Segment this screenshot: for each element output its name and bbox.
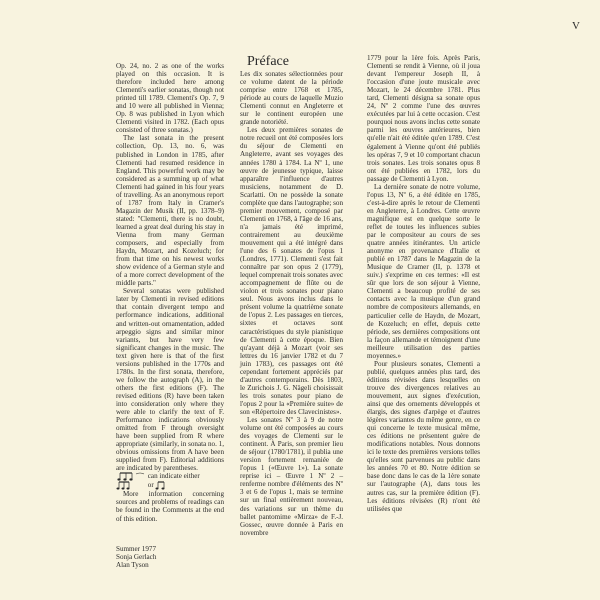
paragraph: More information concerning sources and problems of readings can be found in the Comments at the end of this edition.	[116, 490, 224, 523]
signature-name: Sonja Gerlach	[116, 552, 157, 561]
paragraph: Les sonates Nº 3 à 9 de notre volume ont été composées au cours des voyages de Clementi sur le continent. À Paris, son premier lieu de séjour (1780/1781), il publia une version fortement remaniée de l'opus 1 («Œuvre 1»). La sonate reprise ici – Œuvre 1 Nº 2 – renferme nombre d'éléments des Nº 3 et 6 de l'opus 1, mais se termine sur un final entièrement nouveau, des variations sur un thème du ballet pantomime «Mirza» de F.-J. Gossec, œuvre donnée à Paris en novembre	[240, 416, 343, 537]
preface-heading: Préface	[247, 54, 289, 69]
paragraph: Op. 24, no. 2 as one of the works played on this occasion. It is therefore included here among Clementi's earlier sonatas, though not printed till 1789. Clementi's Op. 7, 9 and 10 were all published in Vienna; Op. 8 was published in Lyon which Clementi visited in 1782. (Each opus consisted of three sonatas.)	[116, 62, 224, 135]
paragraph: Pour plusieurs sonates, Clementi a publié, quelques années plus tard, des éditions révisées dans lesquelles on trouve des divergences relatives au mouvement, aux signes d'exécution, ainsi que des ornements développés et élargis, des signes d'arpège et d'autres légères variantes du même genre, en ce qui concerne le texte musical même, ces éditions ne présentent guère de modifications notables. Nous donnons ici le texte des premières versions telles qu'elles sont parvenues au public dans les années 70 et 80. Notre édition se base donc dans le cas de la 1ère sonate sur l'autographe (A), dans tous les autres cas, sur la première édition (F). Les éditions révisées (R) n'ont été utilisées que	[367, 359, 480, 513]
music-note-text: can indicate either	[147, 472, 200, 481]
paragraph: The last sonata in the present collection, Op. 13, no. 6, was published in London in 1785, after Clementi had resumed residence in England. This powerful work may be considered as a summing up of what Clementi had gained in his four years of travelling. As an anonymous report of 1787 from Italy in Cramer's Magazin der Musik (II, pp. 1378–9) stated: "Clementi, there is no doubt, learned a great deal during his stay in Vienna from many German composers, and especially from Haydn, Mozart, and Kozeluch; for from that time on his newest works show evidence of a German style and of a more correct development of the middle parts."	[116, 134, 224, 288]
music-note-text: or	[147, 481, 154, 490]
french-column-1	[240, 54, 343, 537]
signature-name: Alan Tyson	[116, 560, 149, 569]
music-notation-icon	[116, 472, 146, 481]
music-notation-icon	[116, 481, 146, 490]
paragraph: Several sonatas were published later by Clementi in revised editions that contain divergent tempo and performance indications, additional and written-out ornamentation, added arpeggio signs and similar minor variants, but have very few significant changes in the music. The text given here is that of the first versions published in the 1770s and 1780s. In the first sonata, therefore, we follow the autograph (A), in the others the first editions (F). The revised editions (R) have been taken into consideration only where they were able to clarify the text of F. Performance indications obviously omitted from F through oversight have been supplied from R where appropriate (similarly, in sonata no. 1, obvious omissions from A have been supplied from F). Editorial additions are indicated by parentheses.	[116, 287, 224, 473]
french-column-2	[367, 54, 480, 513]
paragraph: Les deux premières sonates de notre recueil ont été composées lors du séjour de Clementi en Angleterre, avant ses voyages des années 1780 à 1784. La Nº 1, une œuvre de jeunesse typique, laisse apparaître l'influence d'autres musiciens, notamment de D. Scarlatti. On ne possède la sonate complète que dans l'autographe; son premier mouvement, composé par Clementi en 1768, à l'âge de 16 ans, n'a jamais été imprimé, contrairement au deuxième mouvement qui a été intégré dans l'une des 6 sonates de l'opus 1 (Londres, 1771). Clementi s'est fait connaître par son opus 2 (1779), lequel comprenait trois sonates avec accompagnement de flûte ou de violon et trois sonates pour piano seul. Nous avons inclus dans le présent volume la quatrième sonate de l'opus 2. Les passages en tierces, sixtes et octaves sont caractéristiques du style pianistique de Clementi à cette époque. Bien qu'ayant déjà à Mozart (voir ses lettres du 16 janvier 1782 et du 7 juin 1783), ces passages ont été cependant fortement appréciés par d'autres contemporains. Dès 1803, le Zurichois J. G. Nägeli choisissait les trois sonates pour piano de l'opus 2 pour la «Première suite» de son «Répertoire des Clavecinistes».	[240, 126, 343, 416]
english-column	[116, 62, 224, 569]
music-example-line	[116, 481, 224, 490]
music-example-line	[116, 472, 224, 481]
paragraph: 1779 pour la 1ère fois. Après Paris, Clementi se rendit à Vienne, où il joua devant l'empereur Joseph II, à l'occasion d'une joute musicale avec Mozart, le 24 décembre 1781. Plus tard, Clementi désigna sa sonate opus 24, Nº 2 comme l'une des œuvres exécutées par lui à cette occasion. C'est pourquoi nous avons inclus cette sonate parmi les œuvres antérieures, bien qu'elle n'ait été éditée qu'en 1789. C'est également à Vienne qu'ont été publiés les opéras 7, 9 et 10 comportant chacun trois sonates. Les trois sonates opus 8 ont été publiées en 1782, lors du passage de Clementi à Lyon.	[367, 54, 480, 183]
signature-date: Summer 1977	[116, 544, 156, 553]
page-number: V	[572, 20, 581, 32]
signature-block	[116, 545, 224, 569]
paragraph: La dernière sonate de notre volume, l'opus 13, Nº 6, a été éditée en 1785, c'est-à-dire après le retour de Clementi en Angleterre, à Londres. Cette œuvre magnifique est en quelque sorte le reflet de toutes les influences subies par le compositeur au cours de ses quatre années itinérantes. Un article anonyme en provenance d'Italie et publié en 1787 dans le Magazin de la Musique de Cramer (II, p. 1378 et suiv.) s'exprime en ces termes: «Il est sûr que lors de son séjour à Vienne, Clementi a beaucoup profité de ses contacts avec la musique d'un grand nombre de compositeurs allemands, en particulier celle de Haydn, de Mozart, de Kozeluch; en effet, depuis cette période, ses dernières compositions ont la façon allemande et témoignent d'une meilleure utilisation des parties moyennes.»	[367, 182, 480, 360]
music-notation-icon	[155, 481, 185, 490]
paragraph: Les dix sonates sélectionnées pour ce volume datent de la période comprise entre 1768 et 1785, période au cours de laquelle Muzio Clementi connut en Angleterre et sur le continent européen une grande notoriété.	[240, 70, 343, 127]
